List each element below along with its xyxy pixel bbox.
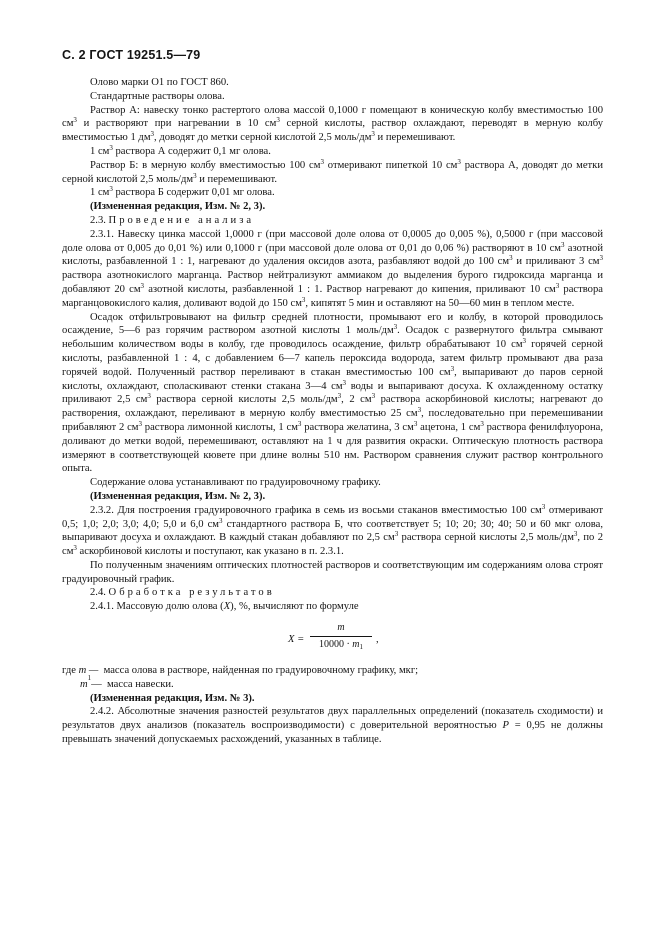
- formula-fraction: [310, 621, 372, 652]
- formula: [62, 620, 603, 660]
- paragraph: 2.3.1. Навеску цинка массой 1,0000 г (при массовой доле олова от 0,0005 до 0,005 %), 0,5000 г (при массовой доле олова от 0,005 до 0,01 %) или 0,1000 г (при массовой доле олова от 0,01 до 0,06 %) растворяют в 10 $см^3$ азотной кислоты, разбавленной 1 : 1, нагревают до удаления оксидов азота, разбавляют водой до 100 $см^3$ и приливают 3 $см^3$ раствора азотнокислого марганца. Раствор нейтрализуют аммиаком до выделения бурого гидроксида марганца и добавляют 20 $см^3$ азотной кислоты, разбавленной 1 : 1. Раствор нагревают до кипения, приливают 10 $см^3$ раствора марганцовокислого калия, доливают водой до 150 $см^3$, кипятят 5 мин и оставляют на 50—60 мин в теплом месте.: [62, 228, 604, 309]
- paragraph: 1 $см^3$ раствора Б содержит 0,01 мг олова.: [90, 185, 275, 199]
- section-heading: 2.4. Обработка результатов: [90, 587, 275, 599]
- formula-lhs: X =: [288, 634, 305, 646]
- paragraph: Содержание олова устанавливают по градуировочному графику.: [90, 477, 381, 489]
- formula-numerator: m: [310, 621, 372, 637]
- paragraph: Раствор А: навеску тонко растертого олова массой 0,1000 г помещают в коническую колбу вместимостью 100 $см^3$ и растворяют при нагревании в 10 $см^3$ серной кислоты, раствор охлаждают, переводят в мерную колбу вместимостью 1 $дм^3$, доводят до метки серной кислотой 2,5 моль/$дм^3$ и перемешивают.: [62, 104, 603, 144]
- formula-comma: ,: [376, 634, 379, 646]
- paragraph: 1 $см^3$ раствора А содержит 0,1 мг олова.: [90, 143, 271, 157]
- edition-note: (Измененная редакция, Изм. № 3).: [90, 692, 255, 704]
- definition-m: где m — масса олова в растворе, найденная по градуировочному графику, мкг;: [62, 665, 419, 677]
- paragraph: Раствор Б: в мерную колбу вместимостью 100 $см^3$ отмеривают пипеткой 10 $см^3$ раствора А, доводят до метки серной кислотой 2,5 моль/$дм^3$ и перемешивают.: [62, 157, 603, 185]
- paragraph: Стандартные растворы олова.: [90, 90, 225, 102]
- definition-m1: m 1 — масса навески.: [80, 673, 174, 690]
- formula-denominator: $10000 \cdot m_1$: [318, 638, 364, 651]
- paragraph: 2.3.2. Для построения градуировочного графика в семь из восьми стаканов вместимостью 100 $см^3$ отмеривают 0,5; 1,0; 2,0; 3,0; 4,0; 5,0 и 6,0 $см^3$ стандартного раствора Б, что соответствует 5; 10; 20; 30; 40; 50 и 60 мкг олова, выпаривают досуха и охлаждают. В каждый стакан добавляют по 2,5 $см^3$ раствора серной кислоты 2,5 моль/$дм^3$, по 2 $см^3$ аскорбиновой кислоты и поступают, как указано в п. 2.3.1.: [62, 502, 603, 558]
- paragraph: 2.4.1. Массовую долю олова (X), %, вычисляют по формуле: [90, 601, 359, 613]
- page-header: С. 2 ГОСТ 19251.5—79: [62, 48, 201, 62]
- edition-note: (Измененная редакция, Изм. № 2, 3).: [90, 490, 266, 502]
- document-body: [62, 76, 603, 747]
- paragraph: По полученным значениям оптических плотностей растворов и соответствующим им содержаниям олова строят градуировочный график.: [62, 559, 603, 585]
- paragraph: 2.4.2. Абсолютные значения разностей результатов двух параллельных определений (показатель сходимости) и результатов двух анализов (показатель воспроизводимости) с доверительной вероятностью P = 0,95 не должны превышать значений допускаемых расхождений, указанных в таблице.: [62, 706, 603, 746]
- section-heading: 2.3. Проведение анализа: [90, 214, 255, 226]
- paragraph: Осадок отфильтровывают на фильтр средней плотности, промывают его и колбу, в которой проводилось осаждение, 5—6 раз горячим раствором азотной кислоты 1 моль/$дм^3$. Осадок с развернутого фильтра смывают небольшим количеством воды в колбу, где проводилось осаждение, фильтр обрабатывают 10 $см^3$ горячей серной кислоты, разбавленной 1 : 4, с добавлением 6—7 капель пероксида водорода, затем фильтр промывают два раза горячей водой. Полученный раствор переливают в стакан вместимостью 100 $см^3$, выпаривают до паров серной кислоты, охлаждают, споласкивают стенки стакана 3—4 $см^3$ воды и выпаривают досуха. К охлажденному остатку приливают 2,5 $см^3$ раствора серной кислоты 2,5 моль/$дм^3$, 2 $см^3$ раствора аскорбиновой кислоты; нагревают до растворения, охлаждают, переливают в мерную колбу вместимостью 25 $см^3$, последовательно при перемешивании прибавляют 2 $см^3$ раствора лимонной кислоты, 1 $см^3$ раствора желатина, 3 $см^3$ ацетона, 1 $см^3$ раствора фенилфлуорона, доливают до метки водой, перемешивают, оставляют на 1 ч для развития окраски. Оптическую плотность раствора измеряют в соответствующей кювете при длине волны 510 нм. Раствором сравнения служит раствор контрольного опыта.: [62, 311, 604, 475]
- edition-note: (Измененная редакция, Изм. № 2, 3).: [90, 201, 266, 213]
- paragraph: Олово марки О1 по ГОСТ 860.: [90, 77, 229, 88]
